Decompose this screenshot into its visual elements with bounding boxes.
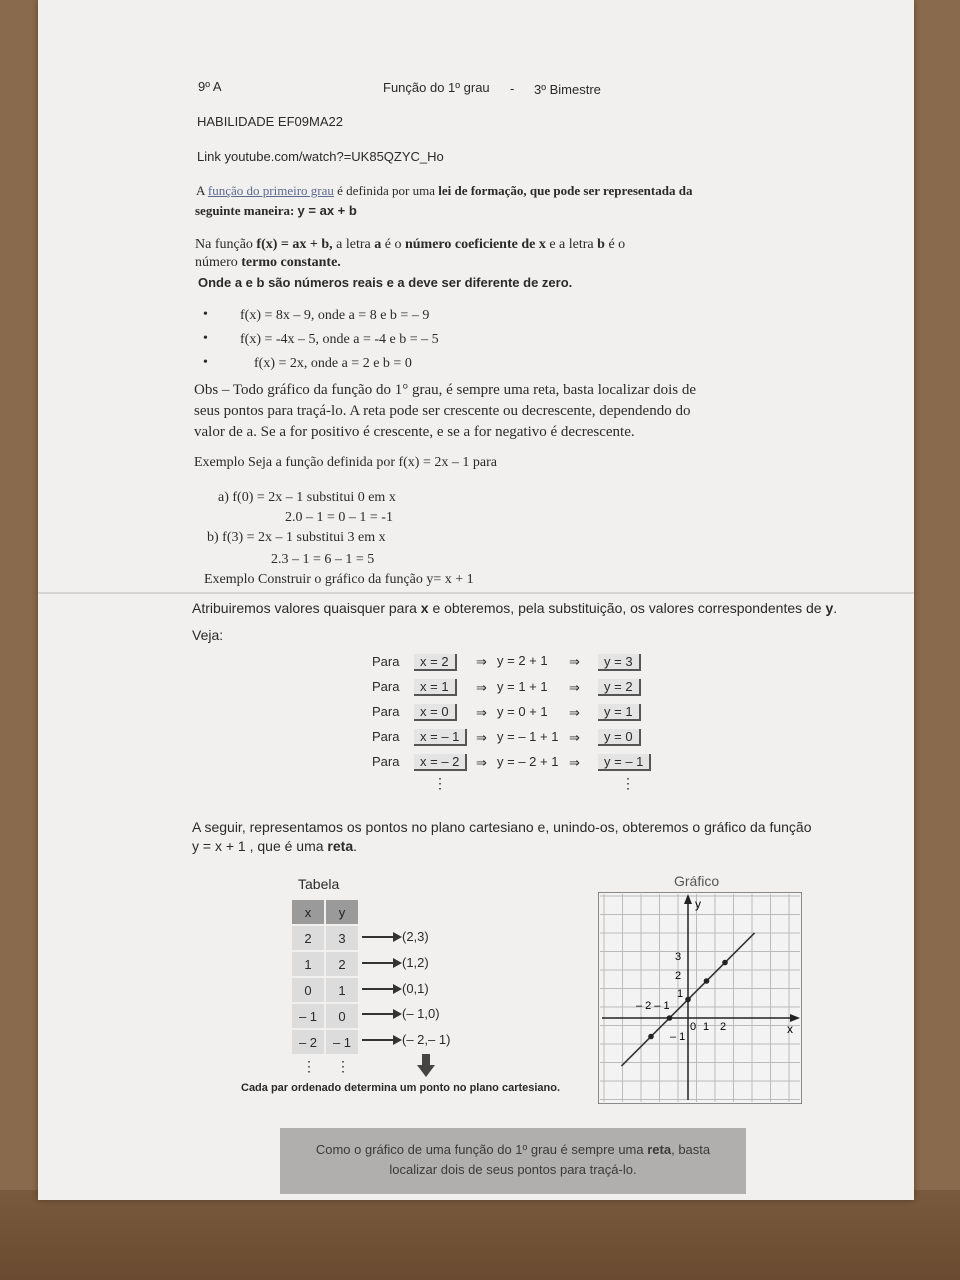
note-line-2: localizar dois de seus pontos para traçá-lo. — [389, 1162, 637, 1177]
bullet-item: f(x) = 2x, onde a = 2 e b = 0 — [254, 356, 412, 371]
arrow-right-icon — [362, 1013, 394, 1015]
origin-label: 0 — [690, 1021, 697, 1033]
table-row — [292, 926, 358, 950]
row-x-box: x = – 2 — [414, 754, 467, 771]
table-row — [292, 952, 358, 976]
table-cell: 0 — [326, 1004, 358, 1028]
note-box — [280, 1128, 746, 1194]
row-expr: y = 1 + 1 — [497, 679, 548, 694]
data-point — [648, 1034, 654, 1040]
intro-line-1: A função do primeiro grau é definida por uma lei de formação, que pode ser representada da — [196, 183, 693, 198]
arrow-right-icon — [362, 962, 394, 964]
ellipsis-dots: ⋮ — [621, 775, 635, 791]
row-implies: ⇒ — [476, 755, 487, 770]
row-implies: ⇒ — [476, 730, 487, 745]
y-axis-label: y — [695, 897, 701, 911]
example-title: Exemplo Seja a função definida por f(x) = 2x – 1 para — [194, 455, 497, 470]
row-y-box: y = 3 — [598, 654, 641, 671]
bullet-dot: • — [203, 355, 208, 370]
row-implies: ⇒ — [569, 730, 580, 745]
arrow-right-icon — [362, 988, 394, 990]
page-title: Função do 1º grau — [383, 80, 490, 95]
table-header-row — [292, 900, 358, 924]
definition-line-1: Na função f(x) = ax + b, a letra a é o número coeficiente de x e a letra b é o — [195, 237, 626, 252]
row-x-box: x = 2 — [414, 654, 457, 671]
ordered-pair: (– 1,0) — [402, 1006, 440, 1021]
skill-code: HABILIDADE EF09MA22 — [197, 114, 343, 129]
table-header-cell: x — [292, 900, 324, 924]
table-dots: ⋮ — [302, 1058, 316, 1074]
arrow-right-icon — [362, 936, 394, 938]
table-cell: 3 — [326, 926, 358, 950]
table-cell: 2 — [326, 952, 358, 976]
obs-line: valor de a. Se a for positivo é crescente, e se a for negativo é decrescente. — [194, 424, 635, 440]
ordered-pair: (– 2,– 1) — [402, 1032, 451, 1047]
example-calc-a: 2.0 – 1 = 0 – 1 = -1 — [285, 510, 393, 525]
row-implies: ⇒ — [569, 705, 580, 720]
example-step-a: a) f(0) = 2x – 1 substitui 0 em x — [218, 490, 396, 505]
table-title: Tabela — [298, 876, 340, 892]
ordered-pair: (0,1) — [402, 981, 429, 996]
graph-title: Gráfico — [674, 873, 720, 889]
row-x-box: x = 0 — [414, 704, 457, 721]
definition-line-3: Onde a e b são números reais e a deve ser diferente de zero. — [198, 275, 573, 290]
bullet-dot: • — [203, 331, 208, 346]
function-link[interactable]: função do primeiro grau — [207, 183, 334, 198]
table-dots: ⋮ — [336, 1058, 350, 1074]
row-y-box: y = 2 — [598, 679, 641, 696]
row-expr: y = 0 + 1 — [497, 704, 548, 719]
note-line-1: Como o gráfico de uma função do 1º grau é sempre uma reta, basta — [315, 1142, 711, 1157]
bullet-item: f(x) = 8x – 9, onde a = 8 e b = – 9 — [240, 308, 430, 323]
y-tick-label: 1 — [677, 988, 684, 1000]
definition-line-2: número termo constante. — [195, 255, 341, 270]
data-point — [704, 978, 710, 984]
row-expr: y = 2 + 1 — [497, 653, 548, 668]
attribution-text: Atribuiremos valores quaisquer para x e obteremos, pela substituição, os valores correspondentes de y. — [192, 600, 838, 616]
x-tick-label: 2 — [720, 1021, 727, 1033]
row-implies: ⇒ — [476, 654, 487, 669]
row-expr: y = – 1 + 1 — [497, 729, 559, 744]
class-label: 9º A — [198, 79, 222, 94]
intro-line-2: seguinte maneira: y = ax + b — [195, 203, 357, 218]
table-row — [292, 1004, 358, 1028]
row-implies: ⇒ — [569, 654, 580, 669]
obs-line: Obs – Todo gráfico da função do 1° grau, é sempre uma reta, basta localizar dois de — [194, 382, 696, 398]
graph-intro-line-1: A seguir, representamos os pontos no plano cartesiano e, unindo-os, obteremos o gráfico da função — [192, 819, 812, 835]
obs-line: seus pontos para traçá-lo. A reta pode ser crescente ou decrescente, dependendo do — [194, 403, 691, 419]
row-y-box: y = – 1 — [598, 754, 651, 771]
arrow-down-icon — [416, 1054, 436, 1078]
row-implies: ⇒ — [476, 680, 487, 695]
x-tick-label-negative: – 2 – 1 — [636, 1000, 670, 1012]
values-table — [290, 898, 360, 1056]
row-y-box: y = 0 — [598, 729, 641, 746]
cartesian-graph — [598, 892, 802, 1104]
ellipsis-dots: ⋮ — [433, 775, 447, 791]
table-cell: 2 — [292, 926, 324, 950]
arrow-right-icon — [362, 1039, 394, 1041]
example-calc-b: 2.3 – 1 = 6 – 1 = 5 — [271, 552, 375, 567]
row-x-box: x = 1 — [414, 679, 457, 696]
y-tick-label: 3 — [675, 951, 682, 963]
bullet-item: f(x) = -4x – 5, onde a = -4 e b = – 5 — [240, 332, 439, 347]
row-para: Para — [372, 704, 400, 719]
graph-intro-line-2: y = x + 1 , que é uma reta. — [192, 838, 357, 854]
ordered-pair: (2,3) — [402, 929, 429, 944]
table-cell: 0 — [292, 978, 324, 1002]
table-caption: Cada par ordenado determina um ponto no plano cartesiano. — [241, 1082, 561, 1094]
row-implies: ⇒ — [569, 755, 580, 770]
example-graph-title: Exemplo Construir o gráfico da função y= x + 1 — [204, 572, 474, 587]
title-separator: - — [510, 81, 515, 96]
video-link: Link youtube.com/watch?=UK85QZYC_Ho — [197, 149, 444, 164]
row-para: Para — [372, 679, 400, 694]
row-implies: ⇒ — [569, 680, 580, 695]
x-tick-label: 1 — [703, 1021, 710, 1033]
row-para: Para — [372, 754, 400, 769]
page-fold — [38, 592, 914, 594]
table-cell: – 1 — [292, 1004, 324, 1028]
row-x-box: x = – 1 — [414, 729, 467, 746]
x-axis-label: x — [787, 1022, 793, 1036]
desk — [0, 1190, 960, 1280]
y-tick-label: – 1 — [670, 1031, 686, 1043]
table-row — [292, 978, 358, 1002]
row-expr: y = – 2 + 1 — [497, 754, 559, 769]
row-para: Para — [372, 654, 400, 669]
data-point — [685, 997, 691, 1003]
veja-label: Veja: — [192, 627, 224, 643]
table-cell: – 1 — [326, 1030, 358, 1054]
bullet-dot: • — [203, 307, 208, 322]
table-cell: 1 — [326, 978, 358, 1002]
example-step-b: b) f(3) = 2x – 1 substitui 3 em x — [207, 530, 386, 545]
row-y-box: y = 1 — [598, 704, 641, 721]
table-header-cell: y — [326, 900, 358, 924]
row-implies: ⇒ — [476, 705, 487, 720]
y-tick-label: 2 — [675, 970, 682, 982]
table-row — [292, 1030, 358, 1054]
row-para: Para — [372, 729, 400, 744]
ordered-pair: (1,2) — [402, 955, 429, 970]
table-cell: – 2 — [292, 1030, 324, 1054]
data-point — [722, 960, 728, 966]
table-cell: 1 — [292, 952, 324, 976]
term-label: 3º Bimestre — [534, 82, 601, 97]
data-point — [667, 1015, 673, 1021]
